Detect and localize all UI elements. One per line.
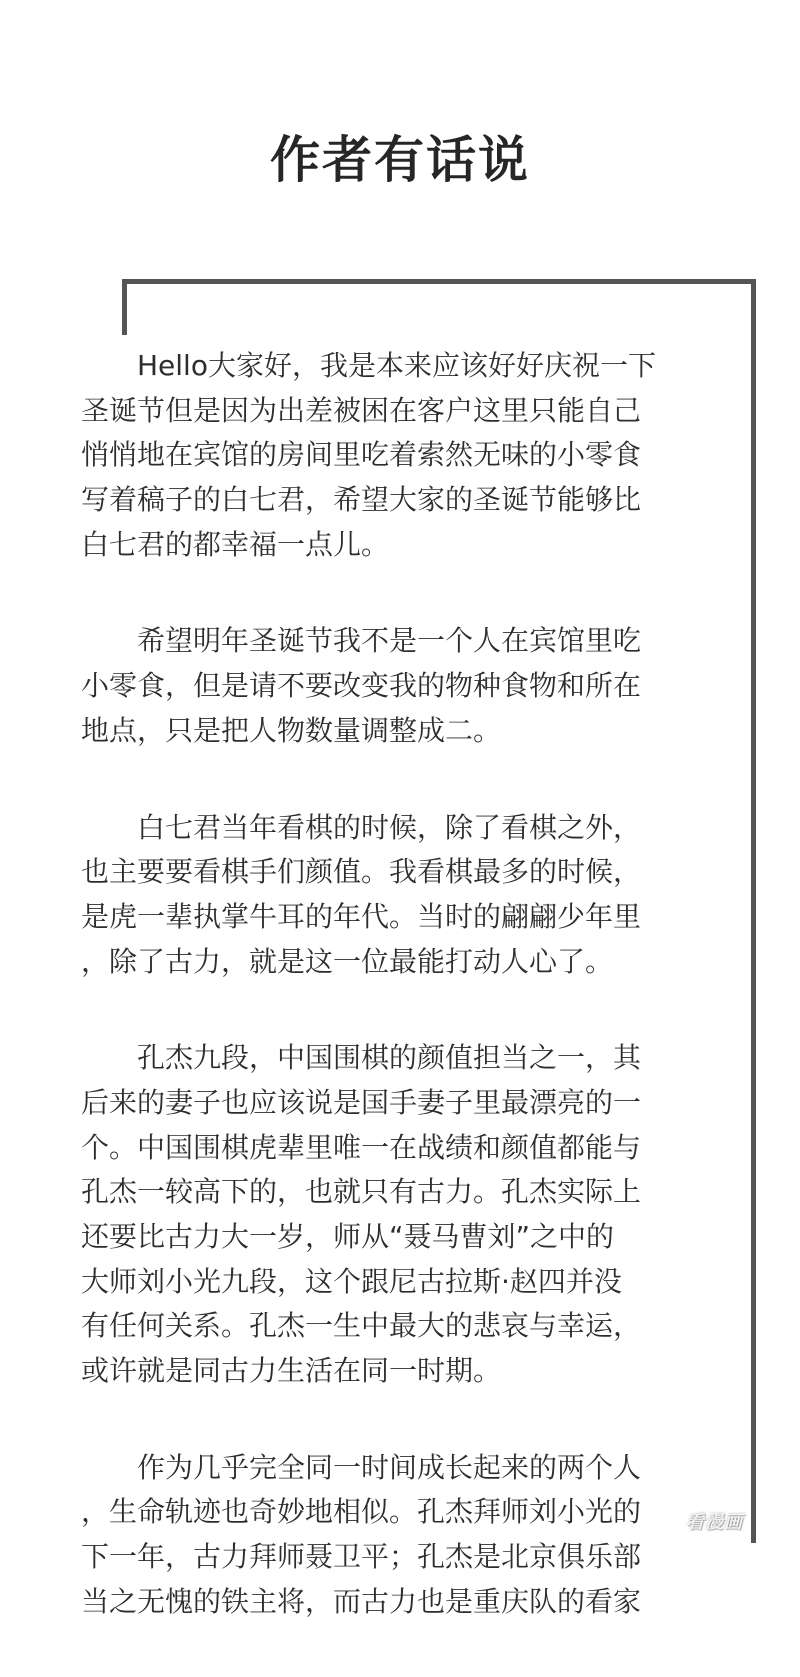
paragraph-4 — [81, 1036, 739, 1394]
text-line: 有任何关系。孔杰一生中最大的悲哀与幸运， — [81, 1309, 642, 1343]
text-line: 孔杰一较高下的，也就只有古力。孔杰实际上 — [81, 1175, 642, 1209]
watermark-logo: 看漫画 — [686, 1512, 743, 1533]
text-line: Hello大家好，我是本来应该好好庆祝一下 — [81, 349, 656, 382]
frame-top-border — [122, 279, 756, 284]
text-line: 孔杰九段，中国围棋的颜值担当之一，其 — [81, 1041, 642, 1075]
text-line: 白七君当年看棋的时候，除了看棋之外， — [81, 810, 642, 844]
paragraph-5 — [81, 1446, 739, 1625]
text-line: 希望明年圣诞节我不是一个人在宾馆里吃 — [81, 624, 642, 658]
text-line: 当之无愧的铁主将，而古力也是重庆队的看家 — [81, 1584, 642, 1618]
paragraph-1 — [81, 344, 739, 567]
text-line: 悄悄地在宾馆的房间里吃着索然无味的小零食 — [81, 438, 642, 472]
text-line: 个。中国围棋虎辈里唯一在战绩和颜值都能与 — [81, 1130, 642, 1164]
text-line: 大师刘小光九段，这个跟尼古拉斯·赵四并没 — [81, 1264, 622, 1298]
text-line: ，除了古力，就是这一位最能打动人心了。 — [81, 944, 614, 978]
page-title: 作者有话说 — [270, 130, 530, 189]
text-line: 也主要要看棋手们颜值。我看棋最多的时候， — [81, 855, 642, 889]
text-line: 小零食，但是请不要改变我的物种食物和所在 — [81, 669, 642, 703]
text-line: 地点，只是把人物数量调整成二。 — [81, 713, 502, 747]
text-line: 写着稿子的白七君，希望大家的圣诞节能够比 — [81, 483, 642, 517]
text-line: 后来的妻子也应该说是国手妻子里最漂亮的一 — [81, 1085, 642, 1119]
text-line: 或许就是同古力生活在同一时期。 — [81, 1354, 502, 1388]
article-body — [81, 344, 739, 1677]
text-line: 还要比古力大一岁，师从“聂马曹刘”之中的 — [81, 1220, 615, 1253]
frame-right-border — [751, 279, 756, 1543]
text-line: ，生命轨迹也奇妙地相似。孔杰拜师刘小光的 — [81, 1495, 642, 1529]
text-line: 圣诞节但是因为出差被困在客户这里只能自己 — [81, 393, 642, 427]
paragraph-3 — [81, 806, 739, 985]
paragraph-2 — [81, 619, 739, 753]
text-line: 白七君的都幸福一点儿。 — [81, 527, 390, 561]
text-line: 是虎一辈执掌牛耳的年代。当时的翩翩少年里 — [81, 899, 642, 933]
text-line: 作为几乎完全同一时间成长起来的两个人 — [81, 1450, 642, 1484]
text-line: 下一年，古力拜师聂卫平；孔杰是北京俱乐部 — [81, 1540, 642, 1574]
frame-left-border — [122, 279, 127, 335]
